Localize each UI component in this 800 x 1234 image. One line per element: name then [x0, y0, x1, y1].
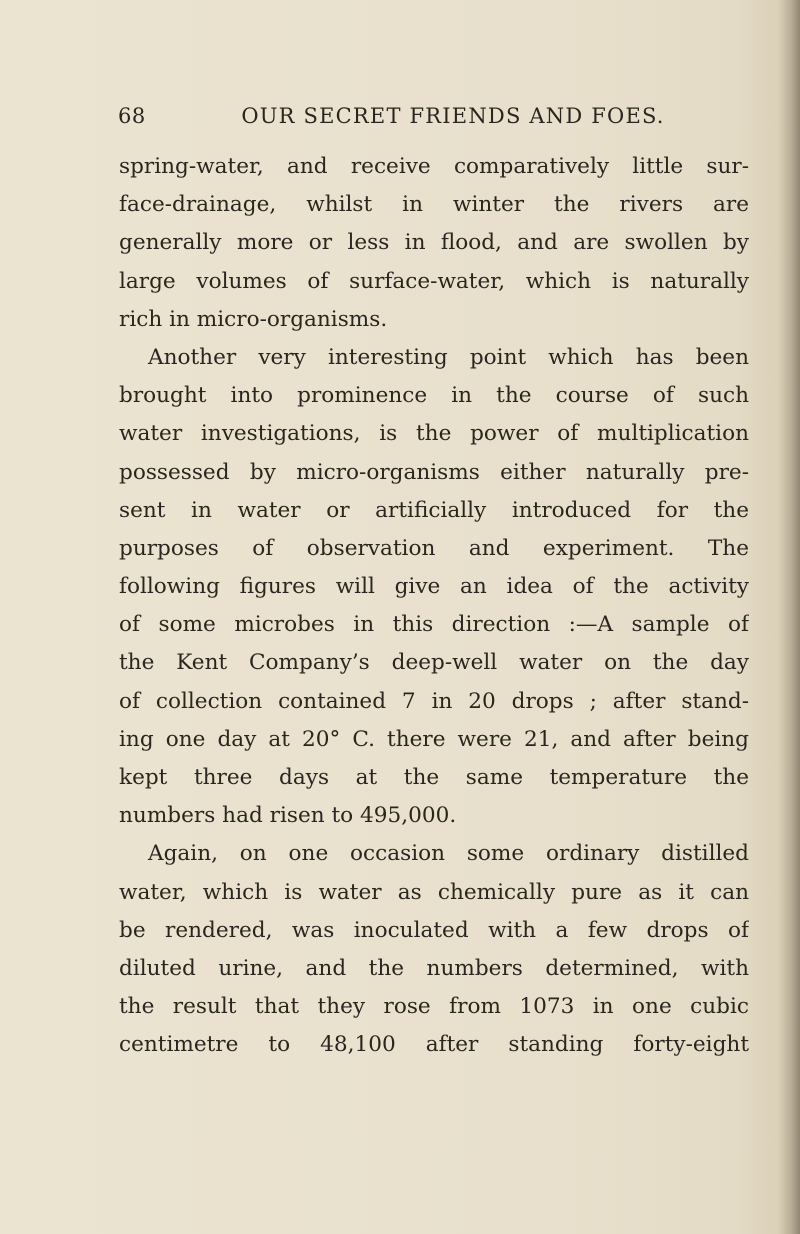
text-line: generally more or less in flood, and are swollen by — [119, 230, 749, 256]
page-number: 68 — [118, 104, 146, 128]
text-line: numbers had risen to 495,000. — [119, 803, 457, 829]
text-line: possessed by micro-organisms either naturally pre- — [119, 459, 749, 485]
text-line: brought into prominence in the course of such — [119, 383, 749, 409]
text-line: kept three days at the same temperature the — [119, 765, 749, 790]
text-line: of collection contained 7 in 20 drops ; after stand- — [119, 688, 749, 714]
text-line: Another very interesting point which has been — [148, 344, 749, 370]
text-line: water, which is water as chemically pure as it can — [119, 879, 749, 905]
text-line: ing one day at 20° C. there were 21, and after being — [119, 726, 749, 752]
text-line: rich in micro-organisms. — [119, 306, 388, 332]
page-edge-shadow — [778, 0, 800, 1234]
text-line: of some microbes in this direction :—A sample of — [119, 612, 749, 638]
text-line: diluted urine, and the numbers determined, with — [119, 955, 749, 981]
running-header — [118, 104, 748, 136]
text-line: the result that they rose from 1073 in one cubic — [119, 994, 749, 1020]
body-text — [119, 150, 749, 1067]
text-line: water investigations, is the power of multiplication — [119, 421, 749, 447]
text-line: the Kent Company’s deep-well water on the day — [119, 650, 749, 676]
text-line: be rendered, was inoculated with a few drops of — [119, 917, 749, 943]
text-line: centimetre to 48,100 after standing forty-eight — [119, 1032, 749, 1058]
text-line: following figures will give an idea of the activity — [119, 574, 749, 600]
text-line: face-drainage, whilst in winter the rivers are — [119, 192, 749, 218]
text-line: purposes of observation and experiment. The — [119, 535, 749, 561]
text-line: sent in water or artificially introduced for the — [119, 497, 749, 523]
text-line: large volumes of surface-water, which is naturally — [119, 268, 749, 294]
text-line: Again, on one occasion some ordinary distilled — [148, 841, 749, 867]
text-line: spring-water, and receive comparatively little sur- — [119, 154, 749, 179]
running-title: OUR SECRET FRIENDS AND FOES. — [241, 104, 665, 128]
